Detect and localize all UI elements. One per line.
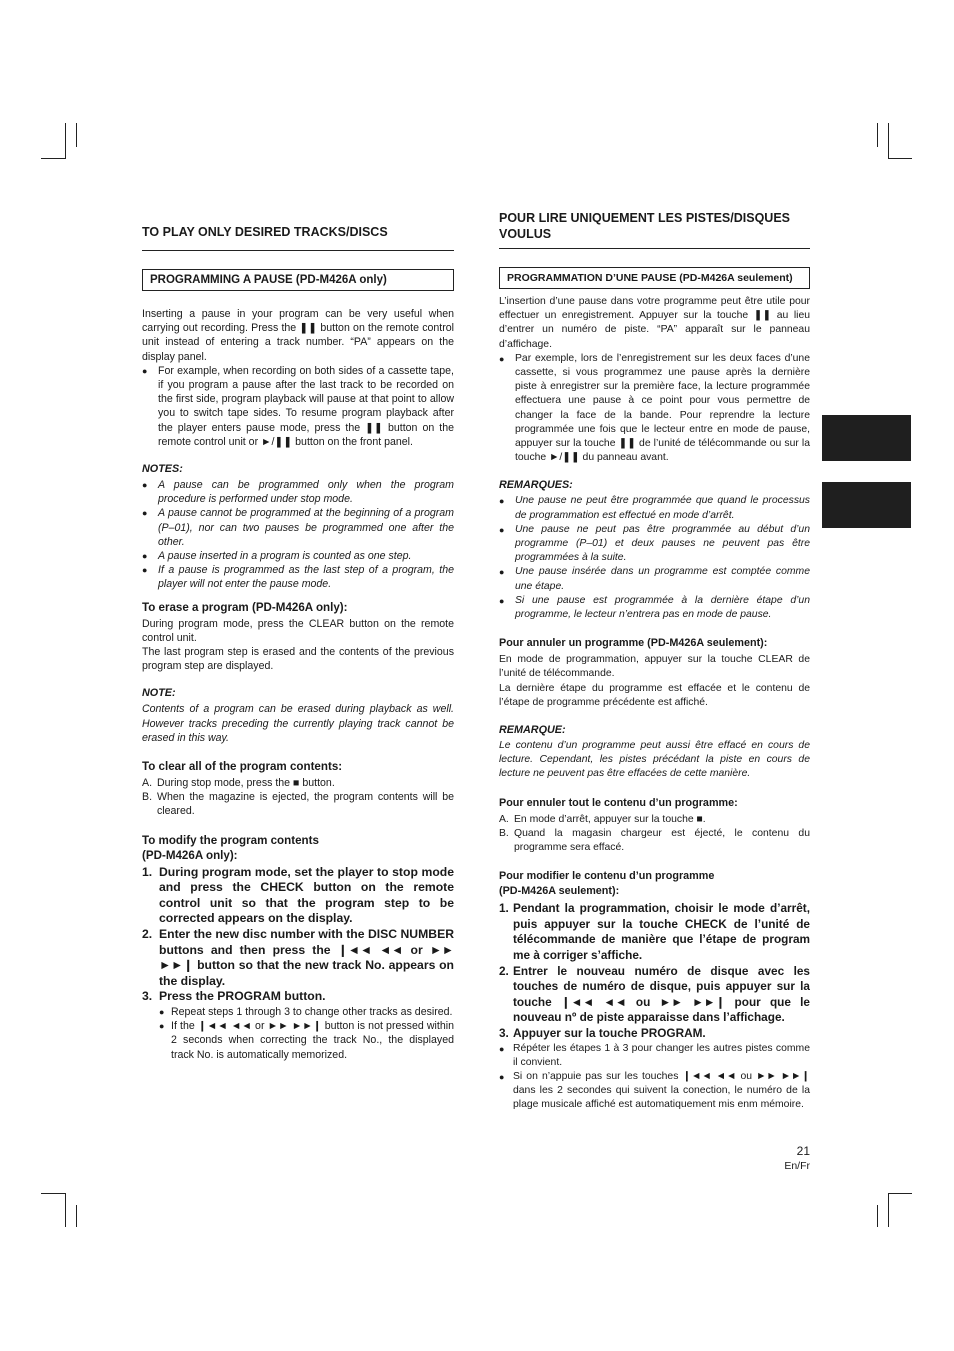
crop-mark xyxy=(41,158,65,159)
clear-item xyxy=(499,827,810,855)
crop-mark xyxy=(888,123,889,159)
intro-bullet: ● Par exemple, lors de l’enregistrement sur les deux faces d’une cassette, si vous programmez une pause après la dernière piste à enregistrer sur la première face, la lecture programmée effectuera une pause à ce point pour vous permettre de changer la face de la bande. Pour reprendre la lecture programmée une fois que le lecteur entre en mode de pause, appuyer sur la touche ❚❚ de l’unité de télécommande ou sur la touche ►/❚❚ du panneau avant. xyxy=(499,352,810,466)
clear-item xyxy=(499,813,810,827)
item-key: B. xyxy=(142,791,153,804)
note-item: ● A pause can be programmed only when the program procedure is performed under stop mode. xyxy=(142,478,454,506)
crop-mark xyxy=(65,123,66,159)
step-bullet: ● Répéter les étapes 1 à 3 pour changer les autres pistes comme il convient. xyxy=(499,1042,810,1070)
erase-text: En mode de programmation, appuyer sur la touche CLEAR de l’unité de télécommande. xyxy=(499,654,810,680)
item-text: During stop mode, press the ■ button. xyxy=(157,777,335,790)
note-item: ● Si une pause est programmée à la dernière étape d’un programme, le lecteur n’entrera pas en mode de pause. xyxy=(499,594,810,622)
crop-mark xyxy=(65,1193,66,1227)
clear-item xyxy=(142,776,454,790)
clear-heading: To clear all of the program contents: xyxy=(142,760,343,774)
intro-paragraph: L’insertion d’une pause dans votre programme peut être utile pour effectuer un enregistrement. Appuyer sur la touche ❚❚ au lieu d’entrer un numéro de piste. “PA” apparaît sur le panneau d’affichage. xyxy=(499,296,810,350)
modify-heading-line: (PD-M426A seulement): xyxy=(499,885,620,898)
erase-text: During program mode, press the CLEAR button on the remote control unit. xyxy=(142,617,454,644)
section-title: TO PLAY ONLY DESIRED TRACKS/DISCS xyxy=(142,210,454,251)
step-item xyxy=(142,989,454,1005)
step-item xyxy=(499,1026,810,1042)
step-text: During program mode, set the player to stop mode and press the CHECK button on the remote control unit so that the program step to be corrected appears on the display. xyxy=(159,864,454,926)
item-key: A. xyxy=(499,813,509,825)
modify-heading-line: (PD-M426A only): xyxy=(142,848,238,862)
clear-heading: Pour ennuler tout le contenu d’un programme: xyxy=(499,796,738,809)
step-item xyxy=(499,901,810,963)
erase-text: La dernière étape du programme est effacée et le contenu de l’étape de programme précédente est affiché. xyxy=(499,682,810,708)
step-bullets xyxy=(499,1042,810,1113)
item-text: Quand la magasin chargeur est éjecté, le contenu du programme sera effacé. xyxy=(514,827,810,854)
item-text: When the magazine is ejected, the program contents will be cleared. xyxy=(157,791,454,818)
step-text: Entrer le nouveau numéro de disque avec les touches de numéro de disque, puis appuyer sur la touche ❙◄◄ ◄◄ ou ►► ►►❙ pour que le nouveau nº de piste apparaisse dans l’affichage. xyxy=(513,963,810,1025)
item-key: B. xyxy=(499,827,509,839)
step-key: 1. xyxy=(142,864,153,879)
step-bullet: ● Si on n’appuie pas sur les touches ❙◄◄ ◄◄ ou ►► ►►❙ dans les 2 secondes qui suivent la conection, le numéro de la plage musicale affiché est automatiquement mis enm mémoire. xyxy=(499,1070,810,1113)
crop-mark xyxy=(41,1193,65,1194)
step-key: 3. xyxy=(142,989,153,1004)
step-bullets xyxy=(159,1005,454,1062)
step-bullet: ● If the ❙◄◄ ◄◄ or ►► ►►❙ button is not pressed within 2 seconds when correcting the track No., the displayed track No. is automatically memorized. xyxy=(159,1019,454,1062)
modify-heading xyxy=(142,833,454,863)
note-text: Contents of a program can be erased during playback as well. However tracks preceding the currently playing track cannot be erased in this way. xyxy=(142,703,454,744)
french-column xyxy=(499,210,810,1113)
crop-mark xyxy=(888,1193,912,1194)
note-item: ● Une pause ne peut être programmée que quand le processus de programmation est effectué en mode d’arrêt. xyxy=(499,494,810,522)
page-language: En/Fr xyxy=(784,1160,810,1172)
step-item xyxy=(499,964,810,1026)
note-heading: NOTE: xyxy=(142,687,176,700)
erase-text: The last program step is erased and the contents of the previous program step are displayed. xyxy=(142,646,454,673)
crop-mark xyxy=(877,123,878,147)
language-tab xyxy=(822,415,911,461)
modify-heading-line: Pour modifier le contenu d’un programme xyxy=(499,870,715,883)
language-tab xyxy=(822,482,911,528)
clear-item xyxy=(142,790,454,818)
step-item xyxy=(142,865,454,927)
step-key: 1. xyxy=(499,901,509,916)
erase-heading: To erase a program (PD-M426A only): xyxy=(142,600,348,614)
step-item xyxy=(142,927,454,989)
step-text: Pendant la programmation, choisir le mode d’arrêt, puis appuyer sur la touche CHECK de l’unité de télécommande de manière que l’étape de program me à corriger s’affiche. xyxy=(513,901,810,963)
crop-mark xyxy=(888,1193,889,1227)
note-text: Le contenu d’un programme peut aussi être effacé en cours de lecture. Cependant, les pistes précédant la piste en cours de lecture ne peuvent pas être effacées de cette manière. xyxy=(499,740,810,780)
crop-mark xyxy=(877,1205,878,1227)
intro-bullet: ● For example, when recording on both sides of a cassette tape, if you program a pause after the last track to be recorded on the first side, program playback will pause at that point to allow you to switch tape sides. To resume program playback after the player enters pause mode, press the ❚❚ button on the remote control unit or ►/❚❚ button on the front panel. xyxy=(142,364,454,449)
step-text: Press the PROGRAM button. xyxy=(159,989,326,1004)
modify-heading-line: To modify the program contents xyxy=(142,833,319,847)
note-item: ● Une pause ne peut pas être programmée au début d’un programme (P–01) et deux pauses ne peuvent pas être programmées à la suite. xyxy=(499,523,810,566)
crop-mark xyxy=(888,158,912,159)
item-text: En mode d’arrêt, appuyer sur la touche ■. xyxy=(514,813,706,825)
crop-mark xyxy=(76,123,77,147)
box-title: PROGRAMMING A PAUSE (PD-M426A only) xyxy=(142,269,454,291)
note-item: ● If a pause is programmed as the last step of a program, the player will not enter the pause mode. xyxy=(142,563,454,591)
notes-heading: NOTES: xyxy=(142,463,183,476)
step-key: 3. xyxy=(499,1026,509,1041)
page-number: 21 xyxy=(796,1144,810,1158)
step-bullet: ● Repeat steps 1 through 3 to change other tracks as desired. xyxy=(159,1005,454,1019)
step-text: Enter the new disc number with the DISC NUMBER buttons and then press the ❙◄◄ ◄◄ or ►► ►►❙ button so that the new track No. appears on the display. xyxy=(159,927,454,988)
note-heading: REMARQUE: xyxy=(499,724,566,737)
step-text: Appuyer sur la touche PROGRAM. xyxy=(513,1026,706,1041)
section-title: POUR LIRE UNIQUEMENT LES PISTES/DISQUES VOULUS xyxy=(499,210,810,249)
note-item: ● Une pause insérée dans un programme est comptée comme une étape. xyxy=(499,565,810,593)
step-key: 2. xyxy=(499,963,509,978)
step-key: 2. xyxy=(142,927,153,942)
item-key: A. xyxy=(142,777,153,790)
modify-heading xyxy=(499,869,810,899)
english-column xyxy=(142,210,454,1062)
note-item: ● A pause inserted in a program is counted as one step. xyxy=(142,549,454,563)
note-item: ● A pause cannot be programmed at the beginning of a program (P–01), nor can two pauses be programmed one after the other. xyxy=(142,506,454,549)
notes-heading: REMARQUES: xyxy=(499,479,573,492)
crop-mark xyxy=(76,1205,77,1227)
intro-paragraph: Inserting a pause in your program can be very useful when carrying out recording. Press the ❚❚ button on the remote control unit instead of entering a track number. “PA” appears on the display panel. xyxy=(142,308,454,363)
erase-heading: Pour annuler un programme (PD-M426A seulement): xyxy=(499,637,768,650)
box-title: PROGRAMMATION D’UNE PAUSE (PD-M426A seulement) xyxy=(499,267,810,289)
